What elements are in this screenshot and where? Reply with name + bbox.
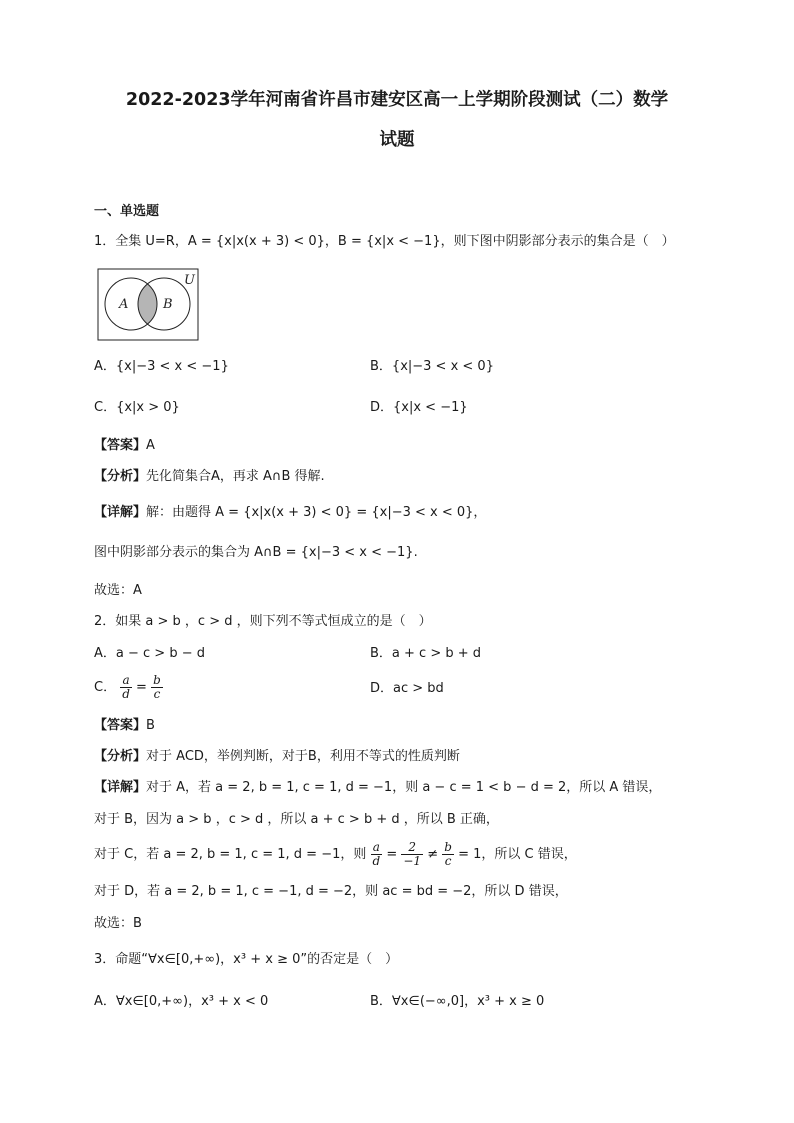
- fraction-a-over-d: [371, 841, 383, 868]
- q1-analysis: [94, 468, 325, 486]
- analysis-text: 对于 ACD，举例判断，对于B，利用不等式的性质判断: [146, 749, 460, 764]
- detail-c-suffix: = 1，所以 C 错误，: [458, 847, 577, 862]
- venn-label-u: U: [184, 273, 195, 288]
- analysis-text: 先化简集合A，再求 A∩B 得解.: [146, 469, 325, 484]
- fraction-b-over-c: [442, 841, 454, 868]
- not-equal-sign: ≠: [427, 847, 439, 862]
- q1-detail-line2: 图中阴影部分表示的集合为 A∩B = {x|−3 < x < −1}.: [94, 545, 418, 560]
- q1-detail: [94, 504, 486, 522]
- frac-denominator: −1: [403, 854, 422, 868]
- q2-detail-d: 对于 D，若 a = 2, b = 1, c = −1, d = −2，则 ac = bd = −2，所以 D 错误，: [94, 884, 568, 899]
- detail-text: 对于 A，若 a = 2, b = 1, c = 1, d = −1，则 a − c = 1 < b − d = 2，所以 A 错误，: [146, 780, 662, 795]
- q2-analysis: [94, 748, 460, 766]
- q1-option-c: C．{x|x > 0}: [94, 400, 180, 415]
- frac-denominator: c: [444, 854, 452, 868]
- q2-option-a: A．a − c > b − d: [94, 646, 205, 661]
- q1-stem: 1．全集 U=R，A = {x|x(x + 3) < 0}，B = {x|x < −1}，则下图中阴影部分表示的集合是（ ）: [94, 234, 675, 249]
- analysis-tag: 【分析】: [94, 749, 147, 764]
- venn-label-a: A: [119, 297, 129, 312]
- q3-option-a: A．∀x∈[0,+∞)，x³ + x < 0: [94, 994, 269, 1009]
- fraction-b-over-c: [151, 674, 163, 701]
- q2-detail: [94, 779, 661, 797]
- q3-option-b: B．∀x∈(−∞,0]，x³ + x ≥ 0: [370, 994, 545, 1009]
- q1-option-d: D．{x|x < −1}: [370, 400, 468, 415]
- answer-tag: 【答案】: [94, 718, 147, 733]
- equals-sign: =: [386, 847, 398, 862]
- q1-option-b: B．{x|−3 < x < 0}: [370, 359, 494, 374]
- answer-value: A: [146, 438, 155, 453]
- answer-value: B: [146, 718, 155, 733]
- option-c-prefix: C．: [94, 680, 117, 695]
- page-title-continued: 试题: [379, 130, 415, 150]
- q1-conclusion: 故选：A: [94, 583, 142, 598]
- frac-denominator: c: [153, 687, 161, 701]
- frac-denominator: d: [372, 854, 381, 868]
- q1-option-a: A．{x|−3 < x < −1}: [94, 359, 229, 374]
- q2-option-d: D．ac > bd: [370, 681, 444, 696]
- q2-detail-b: 对于 B，因为 a > b ，c > d ，所以 a + c > b + d ，所以 B 正确，: [94, 812, 499, 827]
- equals-sign: =: [136, 680, 147, 695]
- frac-numerator: 2: [401, 841, 423, 855]
- q3-stem: 3．命题“∀x∈[0,+∞)，x³ + x ≥ 0”的否定是（ ）: [94, 952, 399, 967]
- detail-c-prefix: 对于 C，若 a = 2, b = 1, c = 1, d = −1，则: [94, 847, 367, 862]
- q2-option-b: B．a + c > b + d: [370, 646, 482, 661]
- frac-numerator: a: [120, 674, 132, 688]
- q2-option-c: [94, 673, 163, 703]
- venn-label-b: B: [163, 297, 173, 312]
- fraction-a-over-d: [120, 674, 132, 701]
- q2-stem: 2．如果 a > b ，c > d ，则下列不等式恒成立的是（ ）: [94, 614, 432, 629]
- frac-numerator: b: [153, 673, 161, 687]
- frac-numerator: b: [444, 840, 452, 854]
- frac-denominator: d: [122, 687, 130, 701]
- q1-answer: [94, 437, 155, 455]
- detail-text: 解：由题得 A = {x|x(x + 3) < 0} = {x|−3 < x < 0}，: [146, 505, 487, 520]
- venn-diagram: [97, 268, 199, 341]
- q2-conclusion: 故选：B: [94, 916, 142, 931]
- analysis-tag: 【分析】: [94, 469, 147, 484]
- q2-answer: [94, 717, 155, 735]
- page-title: 2022-2023学年河南省许昌市建安区高一上学期阶段测试（二）数学: [125, 90, 669, 110]
- fraction-2-over-neg1: [401, 841, 423, 868]
- answer-tag: 【答案】: [94, 438, 147, 453]
- frac-numerator: a: [371, 841, 383, 855]
- q2-detail-c: [94, 840, 577, 870]
- section-heading: 一、单选题: [94, 204, 160, 219]
- detail-tag: 【详解】: [94, 505, 147, 520]
- detail-tag: 【详解】: [94, 780, 147, 795]
